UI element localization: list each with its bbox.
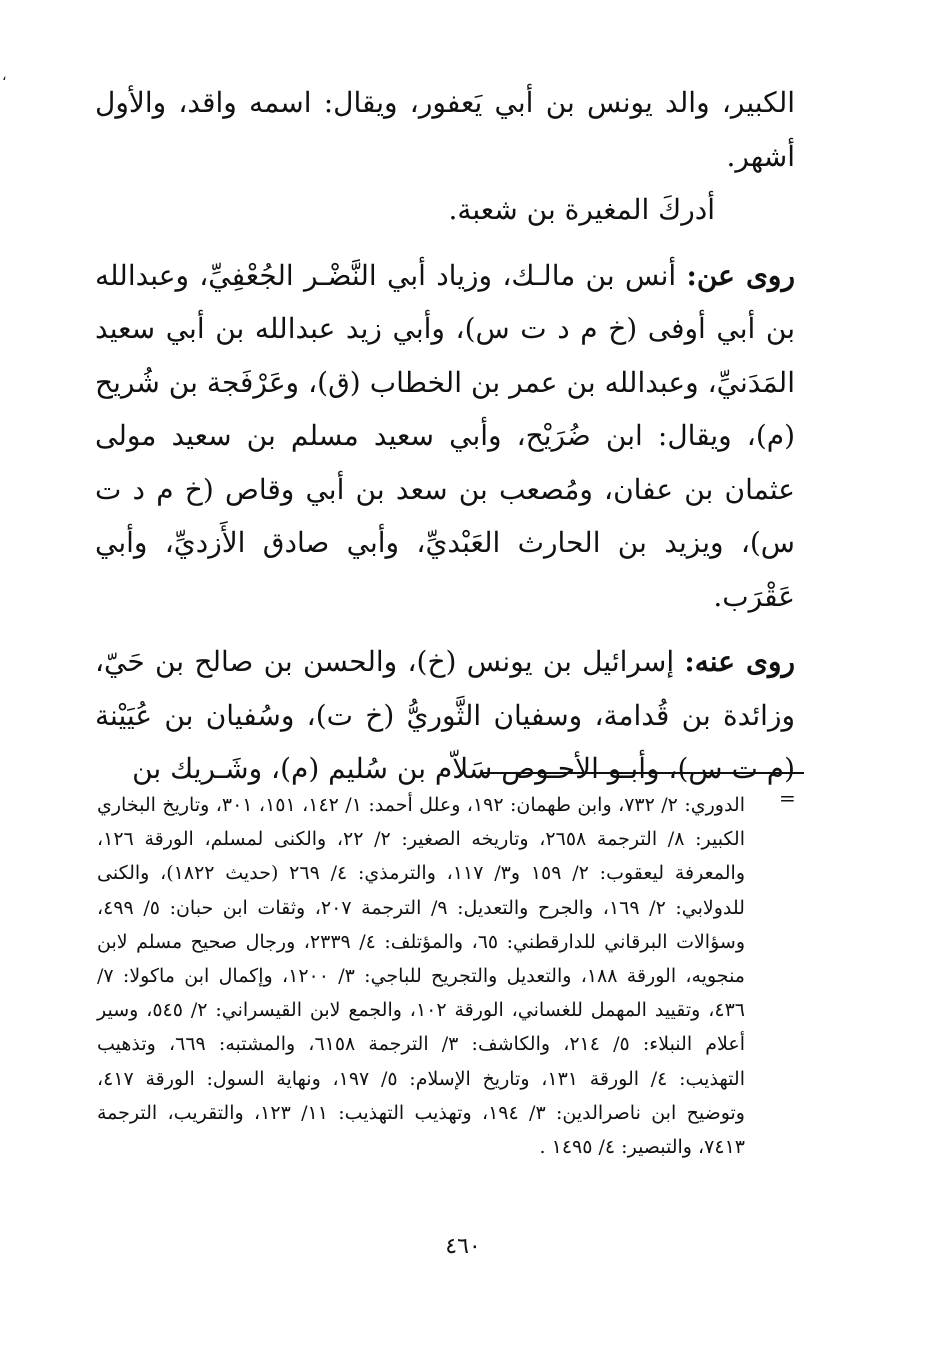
paragraph-narrated-from: [95, 249, 795, 624]
footnote-separator: [480, 772, 804, 774]
margin-mark: ،: [2, 68, 7, 84]
narrated-from-text: أنس بن مالـك، وزياد أبي النَّضْـر الجُعْفِيِّ، وعبدالله بن أبي أوفى (خ م د ت س)، وأبي زيد عبدالله بن أبي سعيد المَدَنيِّ، وعبدالله بن عمر بن الخطاب (ق)، وعَرْفَجة بن شُريح (م)، ويقال: ابن ضُرَيْح، وأبي سعيد مسلم بن سعيد مولى عثمان بن عفان، ومُصعب بن سعد بن أبي وقاص (خ م د ت س)، ويزيد بن الحارث العَبْديِّ، وأبي صادق الأَزديِّ، وأبي عَقْرَب.: [95, 258, 796, 613]
footnote-text: الدوري: ٢/ ٧٣٢، وابن طهمان: ١٩٢، وعلل أحمد: ١/ ١٤٢، ١٥١، ٣٠١، وتاريخ البخاري الكبير: ٨/ الترجمة ٢٦٥٨، وتاريخه الصغير: ٢/ ٢٢، والكنى لمسلم، الورقة ١٢٦، والمعرفة ليعقوب: ٢/ ١٥٩ و٣/ ١١٧، والترمذي: ٤/ ٢٦٩ (حديث ١٨٢٢)، والكنى للدولابي: ٢/ ١٦٩، والجرح والتعديل: ٩/ الترجمة ٢٠٧، وثقات ابن حبان: ٥/ ٤٩٩، وسؤالات البرقاني للدارقطني: ٦٥، والمؤتلف: ٤/ ٢٣٣٩، ورجال صحيح مسلم لابن منجويه، الورقة ١٨٨، والتعديل والتجريح للباجي: ٣/ ١٢٠٠، وإكمال ابن ماكولا: ٧/ ٤٣٦، وتقييد المهمل للغساني، الورقة ١٠٢، والجمع لابن القيسراني: ٢/ ٥٤٥، وسير أعلام النبلاء: ٥/ ٢١٤، والكاشف: ٣/ الترجمة ٦١٥٨، والمشتبه: ٦٦٩، وتذهيب التهذيب: ٤/ الورقة ١٣١، وتاريخ الإسلام: ٥/ ١٩٧، ونهاية السول: الورقة ٤١٧، وتوضيح ابن ناصرالدين: ٣/ ١٩٤، وتهذيب التهذيب: ١١/ ١٢٣، والتقريب، الترجمة ٧٤١٣، والتبصير: ٤/ ١٤٩٥ .: [97, 794, 746, 1159]
footnote-continuation-mark: =: [779, 786, 796, 810]
main-text: [95, 76, 795, 796]
paragraph-intro: الكبير، والد يونس بن أبي يَعفور، ويقال: اسمه واقد، والأول أشهر.: [95, 86, 795, 173]
narrated-by-heading: روى عنه:: [684, 645, 795, 678]
narrated-by-text: إسرائيل بن يونس (خ)، والحسن بن صالح بن حَيّ، وزائدة بن قُدامة، وسفيان الثَّوريُّ (خ ت)، وسُفيان بن عُيَيْنة (م ت س)، وأبـو الأحـوص سَلاّم بن سُليم (م)، وشَـريك بن: [95, 645, 795, 785]
paragraph-met: أدركَ المغيرة بن شعبة.: [448, 193, 715, 226]
page-number: ٤٦٠: [445, 1234, 481, 1259]
narrated-from-heading: روى عن:: [686, 258, 795, 292]
